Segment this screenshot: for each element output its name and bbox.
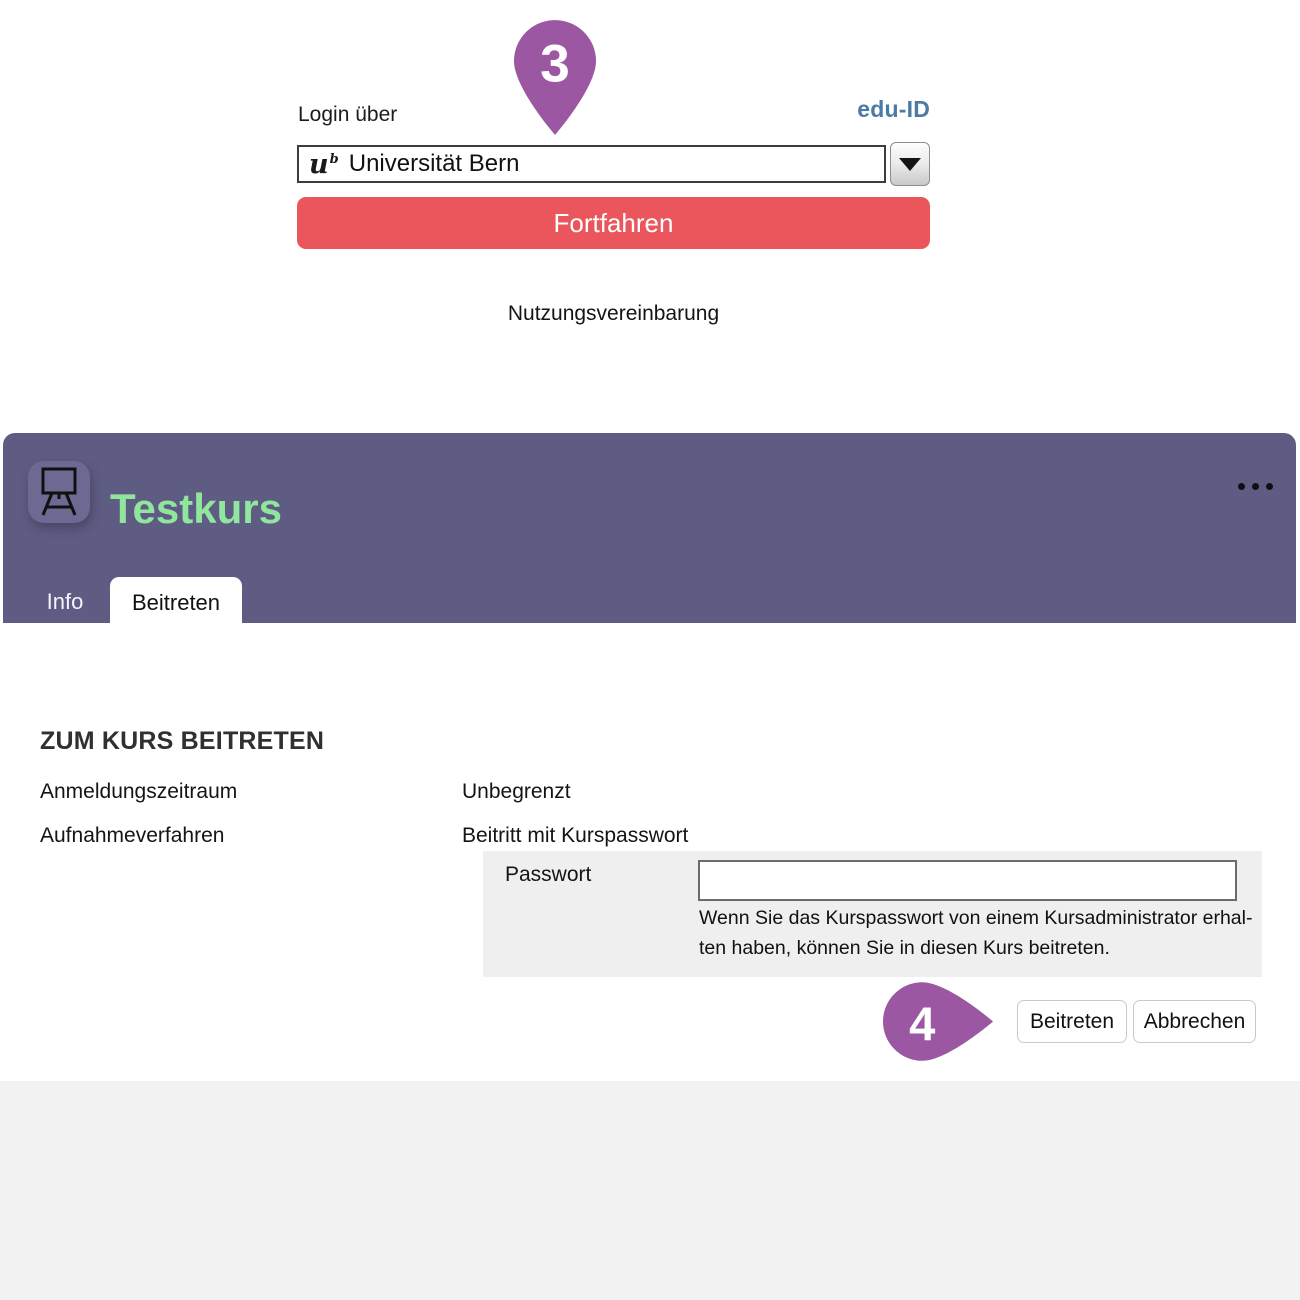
step-3-marker-pin-icon (514, 20, 596, 135)
registration-period-value: Unbegrenzt (462, 780, 571, 803)
registration-period-label: Anmeldungszeitraum (40, 780, 238, 803)
login-over-label (298, 103, 397, 127)
presentation-easel-icon (38, 466, 80, 518)
password-label: Passwort (505, 863, 592, 886)
dropdown-arrow-button[interactable] (890, 142, 930, 186)
institution-select[interactable] (297, 145, 886, 183)
admission-procedure-label: Aufnahmeverfahren (40, 824, 225, 847)
cancel-button[interactable]: Abbrechen (1133, 1000, 1256, 1043)
join-button[interactable]: Beitreten (1017, 1000, 1127, 1043)
password-help-text (699, 903, 1259, 963)
tab-info[interactable] (30, 580, 100, 624)
tab-beitreten-label: Beitreten (131, 589, 221, 615)
join-heading: ZUM KURS BEITRETEN (40, 727, 325, 755)
tab-beitreten[interactable] (110, 577, 242, 628)
password-help-line-2: ten haben, können Sie in diesen Kurs beitreten. (699, 937, 1110, 959)
chevron-down-icon (899, 158, 921, 171)
course-icon-box (28, 461, 90, 523)
tab-info-label: Info (46, 589, 84, 614)
password-input[interactable] (698, 860, 1237, 901)
admission-procedure-value: Beitritt mit Kurspasswort (462, 824, 689, 847)
institution-selected-value: Universität Bern (348, 150, 520, 177)
universitaet-bern-logo-icon: $u^b$ (309, 148, 339, 180)
step-4-marker-number: 4 (909, 996, 936, 1050)
ellipsis-menu-icon[interactable] (1238, 481, 1273, 491)
page-footer-area (0, 1081, 1300, 1300)
step-4-marker-pin-icon (883, 982, 993, 1061)
continue-button[interactable]: Fortfahren (297, 197, 930, 249)
login-over-label-text: Login über (298, 103, 398, 126)
edu-id-logo: edu-ID (857, 96, 930, 122)
password-help-line-1: Wenn Sie das Kurspasswort von einem Kursadministrator erhal- (699, 907, 1253, 929)
course-title: Testkurs (110, 485, 282, 532)
terms-link[interactable]: Nutzungsvereinbarung (507, 302, 720, 325)
step-3-marker-number: 3 (540, 34, 570, 94)
